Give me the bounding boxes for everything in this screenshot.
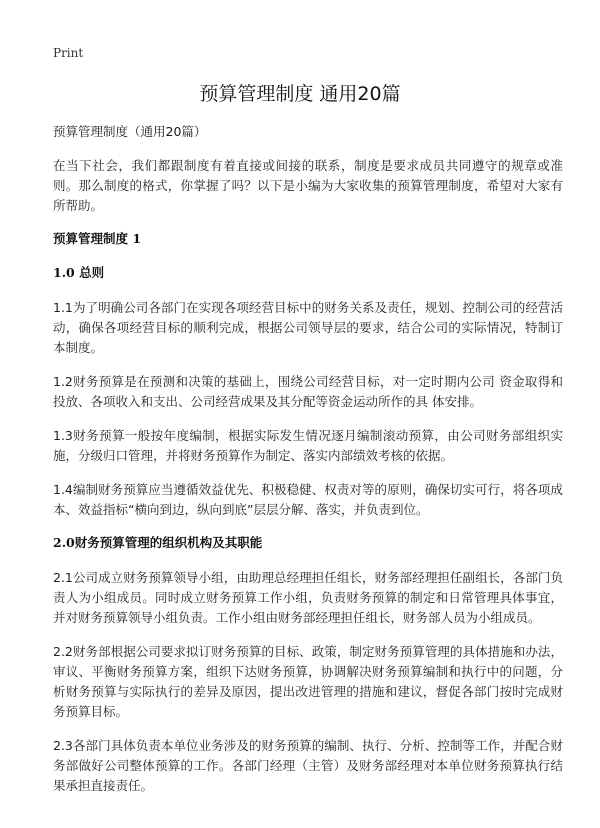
print-label[interactable]: Print xyxy=(53,46,84,60)
paragraph-1-2: 1.2财务预算是在预测和决策的基础上，围绕公司经营目标，对一定时期内公司 资金取得和投放、各项收入和支出、公司经营成果及其分配等资金运动所作的具 体安排。 xyxy=(53,374,563,409)
paragraph-2-3: 2.3各部门具体负责本单位业务涉及的财务预算的编制、执行、分析、控制等工作，并配合财务部做好公司整体预算的工作。各部门经理（主管）及财务部经理对本单位财务预算执行结果承担直接责任。 xyxy=(53,738,563,793)
document-body xyxy=(53,122,563,810)
intro-paragraph: 在当下社会，我们都跟制度有着直接或间接的联系，制度是要求成员共同遵守的规章或准则。那么制度的格式，你掌握了吗？以下是小编为大家收集的预算管理制度，希望对大家有所帮助。 xyxy=(53,158,563,213)
paragraph-1-1: 1.1为了明确公司各部门在实现各项经营目标中的财务关系及责任，规划、控制公司的经营活动，确保各项经营目标的顺利完成，根据公司领导层的要求，结合公司的实际情况，特制订本制度。 xyxy=(53,300,563,355)
paragraph-2-2: 2.2财务部根据公司要求拟订财务预算的目标、政策，制定财务预算管理的具体措施和办法，审议、平衡财务预算方案，组织下达财务预算，协调解决财务预算编制和执行中的问题，分析财务预算与实际执行的差异及原因，提出改进管理的措施和建议，督促各部门按时完成财务预算目标。 xyxy=(53,644,563,719)
paragraph-1-3: 1.3财务预算一般按年度编制，根据实际发生情况逐月编制滚动预算，由公司财务部组织实施，分级归口管理，并将财务预算作为制定、落实内部绩效考核的依据。 xyxy=(53,428,563,463)
document-subtitle: 预算管理制度（通用20篇） xyxy=(53,124,207,139)
chapter-heading-2: 2.0财务预算管理的组织机构及其职能 xyxy=(53,535,263,550)
paragraph-2-1: 2.1公司成立财务预算领导小组，由助理总经理担任组长，财务部经理担任副组长，各部门负责人为小组成员。同时成立财务预算工作小组，负责财务预算的制定和日常管理具体事宜，并对财务预算领导小组负责。工作小组由财务部经理担任组长，财务部人员为小组成员。 xyxy=(53,570,563,625)
section-heading: 预算管理制度 1 xyxy=(53,231,142,246)
paragraph-1-4: 1.4编制财务预算应当遵循效益优先、积极稳健、权责对等的原则，确保切实可行，将各项成本、效益指标“横向到边，纵向到底”层层分解、落实，并负责到位。 xyxy=(53,482,563,517)
page-title: 预算管理制度 通用20篇 xyxy=(199,83,401,105)
chapter-heading-1: 1.0 总则 xyxy=(53,265,105,280)
